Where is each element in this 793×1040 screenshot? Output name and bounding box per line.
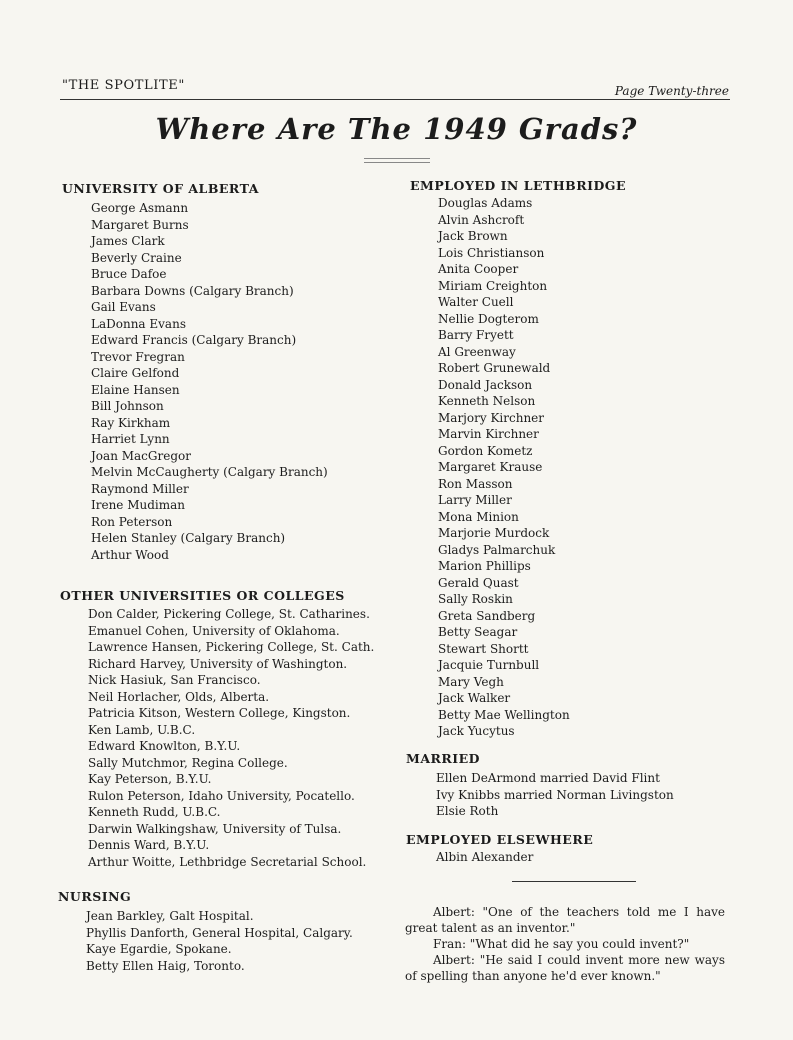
list-item: Richard Harvey, University of Washington. <box>88 656 348 671</box>
list-item: Helen Stanley (Calgary Branch) <box>91 531 286 545</box>
list-item: Neil Horlacher, Olds, Alberta. <box>88 689 270 704</box>
name-list <box>88 606 374 870</box>
section-university-of-alberta <box>62 180 328 563</box>
list-item: Harriet Lynn <box>91 432 170 446</box>
list-item: Jack Walker <box>438 691 511 705</box>
section-heading: MARRIED <box>406 751 481 766</box>
joke-line: Fran: "What did he say you could invent?" <box>433 937 690 951</box>
joke-line: Albert: "He said I could invent more new ways of spelling than anyone he'd ever known." <box>405 953 725 983</box>
list-item: LaDonna Evans <box>91 316 186 331</box>
section-other-universities <box>60 587 374 870</box>
list-item: Douglas Adams <box>438 196 533 210</box>
list-item: Betty Mae Wellington <box>438 707 570 722</box>
list-item: Bruce Dafoe <box>91 267 167 281</box>
list-item: Patricia Kitson, Western College, Kingston. <box>88 706 351 720</box>
list-item: Edward Knowlton, B.Y.U. <box>88 739 241 753</box>
section-heading: NURSING <box>58 889 132 904</box>
publication-name: "THE SPOTLITE" <box>62 78 185 93</box>
list-item: Mary Vegh <box>438 674 504 689</box>
list-item: Barry Fryett <box>438 328 514 342</box>
list-item: Kenneth Nelson <box>438 394 536 408</box>
page-title: Where Are The 1949 Grads? <box>155 112 638 146</box>
name-list <box>436 849 593 866</box>
list-item: Ray Kirkham <box>91 415 171 430</box>
list-item: Lois Christianson <box>438 245 545 260</box>
list-item: Ellen DeArmond married David Flint <box>436 771 660 785</box>
name-list <box>91 200 328 563</box>
list-item: Robert Grunewald <box>438 361 551 375</box>
section-heading: EMPLOYED IN LETHBRIDGE <box>410 178 626 193</box>
list-item: Betty Ellen Haig, Toronto. <box>86 958 245 973</box>
list-item: Jack Brown <box>438 229 508 243</box>
list-item: Bill Johnson <box>91 399 164 413</box>
list-item: Albin Alexander <box>436 850 534 864</box>
list-item: Donald Jackson <box>438 377 533 392</box>
list-item: Beverly Craine <box>91 250 182 265</box>
title-underline <box>364 158 430 159</box>
list-item: Elaine Hansen <box>91 382 180 397</box>
list-item: Jack Yucytus <box>438 724 515 738</box>
list-item: Stewart Shortt <box>438 641 529 656</box>
list-item: Anita Cooper <box>438 262 519 276</box>
list-item: Ron Masson <box>438 476 513 491</box>
list-item: Darwin Walkingshaw, University of Tulsa. <box>88 821 342 836</box>
section-married <box>406 750 674 820</box>
list-item: Irene Mudiman <box>91 498 186 512</box>
list-item: Gail Evans <box>91 300 156 314</box>
list-item: Gordon Kometz <box>438 443 533 458</box>
list-item: Dennis Ward, B.Y.U. <box>88 838 210 852</box>
list-item: Alvin Ashcroft <box>438 212 525 227</box>
list-item: Emanuel Cohen, University of Oklahoma. <box>88 623 340 638</box>
list-item: Margaret Krause <box>438 460 543 474</box>
name-list <box>438 195 626 740</box>
section-nursing <box>58 888 353 974</box>
page-number: Page Twenty-three <box>614 84 729 98</box>
title-underline-2 <box>364 162 430 163</box>
list-item: Miriam Creighton <box>438 278 548 293</box>
list-item: Walter Cuell <box>438 295 514 309</box>
list-item: James Clark <box>91 234 165 248</box>
name-list <box>86 908 353 974</box>
list-item: Phyllis Danforth, General Hospital, Calgary. <box>86 925 353 940</box>
joke-block <box>405 904 725 984</box>
section-heading: OTHER UNIVERSITIES OR COLLEGES <box>60 588 345 603</box>
list-item: Edward Francis (Calgary Branch) <box>91 333 297 347</box>
list-item: Nellie Dogterom <box>438 311 539 326</box>
list-item: Don Calder, Pickering College, St. Catharines. <box>88 607 370 621</box>
list-item: Marjorie Murdock <box>438 526 550 540</box>
list-item: Elsie Roth <box>436 804 499 818</box>
list-item: Kay Peterson, B.Y.U. <box>88 772 212 786</box>
list-item: Greta Sandberg <box>438 608 536 623</box>
section-divider <box>512 881 636 882</box>
list-item: Raymond Miller <box>91 481 189 496</box>
section-heading: EMPLOYED ELSEWHERE <box>406 832 594 847</box>
list-item: Ivy Knibbs married Norman Livingston <box>436 787 674 802</box>
list-item: George Asmann <box>91 201 189 215</box>
list-item: Arthur Woitte, Lethbridge Secretarial School. <box>88 854 367 869</box>
list-item: Margaret Burns <box>91 217 189 232</box>
list-item: Ken Lamb, U.B.C. <box>88 722 196 737</box>
section-employed-lethbridge <box>410 177 626 740</box>
list-item: Larry Miller <box>438 493 512 507</box>
list-item: Betty Seagar <box>438 625 518 639</box>
list-item: Gladys Palmarchuk <box>438 542 556 557</box>
list-item: Sally Mutchmor, Regina College. <box>88 755 288 770</box>
section-employed-elsewhere <box>406 831 593 866</box>
list-item: Marion Phillips <box>438 559 531 573</box>
list-item: Sally Roskin <box>438 592 513 606</box>
list-item: Kaye Egardie, Spokane. <box>86 942 232 956</box>
list-item: Joan MacGregor <box>91 448 191 463</box>
list-item: Jean Barkley, Galt Hospital. <box>86 909 254 923</box>
name-list <box>436 770 674 820</box>
list-item: Nick Hasiuk, San Francisco. <box>88 673 261 687</box>
list-item: Melvin McCaugherty (Calgary Branch) <box>91 465 328 479</box>
list-item: Marjory Kirchner <box>438 410 545 425</box>
list-item: Al Greenway <box>438 344 516 359</box>
joke-line: Albert: "One of the teachers told me I have great talent as an inventor." <box>405 905 725 935</box>
list-item: Gerald Quast <box>438 575 519 590</box>
list-item: Arthur Wood <box>91 547 169 562</box>
list-item: Lawrence Hansen, Pickering College, St. Cath. <box>88 640 375 654</box>
list-item: Trevor Fregran <box>91 349 185 364</box>
list-item: Rulon Peterson, Idaho University, Pocatello. <box>88 788 355 803</box>
header-rule <box>60 99 730 100</box>
section-heading: UNIVERSITY OF ALBERTA <box>62 181 259 196</box>
list-item: Mona Minion <box>438 509 519 524</box>
list-item: Ron Peterson <box>91 514 173 529</box>
list-item: Kenneth Rudd, U.B.C. <box>88 805 221 819</box>
list-item: Marvin Kirchner <box>438 427 539 441</box>
list-item: Claire Gelfond <box>91 366 180 380</box>
list-item: Barbara Downs (Calgary Branch) <box>91 283 294 298</box>
list-item: Jacquie Turnbull <box>438 658 540 672</box>
